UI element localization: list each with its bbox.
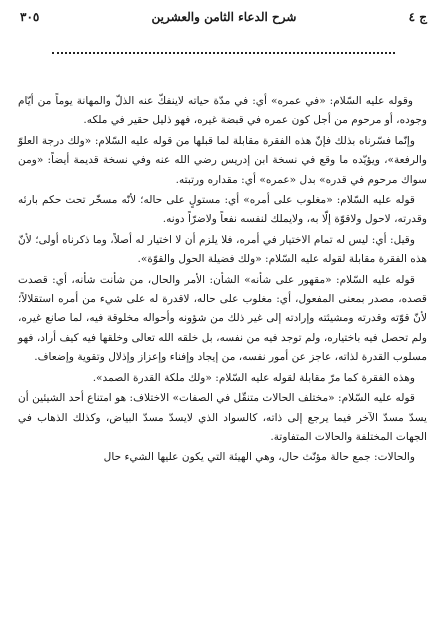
paragraph: قوله عليه السّلام: «مقهور على شأنه» الشأن: الأمر والحال، من شأنت شأنه، أي: قصدت قصده، مصدر بمعنى المفعول، أي: مغلوب على حاله، لاقدرة له على شيء من أمره استقلالاً؛ لأنّ قوّته وقدرته ومشيئته وإرادته إلى غير ذلك من شؤونه وأحواله مخلوقة فيه، لما صانع غيره، ولم تحصل فيه باختياره، ولم توجد فيه من نفسه، بل خلقه الله تعالى وخلقها فيه كيف أراد، فهو مسلوب القدرة لذاته، عاجز عن أمور نفسه، من إيجاد وإفناء وإعزاز وإذلال وتقوية وإضعاف. [18,273,427,364]
paragraph: قوله عليه السّلام: «مختلف الحالات متنقّل في الصفات» الاختلاف: هو امتناع أحد الشيئين أن يسدّ مسدّ الآخر فيما يرجع إلى ذاته، كالسواد الذي لايسدّ مسدّ البياض، وكذلك الذهاب في الجهات المختلفة والحالات المتفاوتة. [18,392,427,443]
page-number: ٣٠٥ [20,10,40,24]
paragraph: وهذه الفقرة كما مرّ مقابلة لقوله عليه السّلام: «ولك ملكة القدرة الصمد». [92,371,415,384]
paragraph: وإنّما فسّرناه بذلك فإنّ هذه الفقرة مقابلة لما قبلها من قوله عليه السّلام: «ولك درجة العلوّ والرفعة»، ويؤيّده ما وقع في نسخة ابن إدريس رضي الله عنه وفي نسخة قديمة أيضاً: «ومن سواك مرحوم في قدره» بدل «عمره» أي: مقداره ورتبته. [18,134,427,186]
volume-label: ج ٤ [408,10,427,24]
body-text [18,92,427,469]
paragraph: قوله عليه السّلام: «مغلوب على أمره» أي: مستولٍ على حاله؛ لأنّه مسخّر تحت حكم بارئه وقدرته، لاحول ولاقوّة إلّا به، ولايملك لنفسه نفعاً ولاضرّاً دونه. [18,194,427,226]
header-divider [52,52,395,54]
paragraph: وقيل: أي: ليس له تمام الاختيار في أمره، فلا يلزم أن لا اختيار له أصلاً، وما ذكرناه أولى؛ لأنّ هذه الفقرة مقابلة لقوله عليه السّلام: «ولك فضيلة الحول والقوّة». [18,233,427,266]
paragraph: والحالات: جمع حالة مؤنّث حال، وهي الهيئة التي يكون عليها الشيء حال [103,451,415,464]
running-title: شرح الدعاء الثامن والعشرين [151,10,297,24]
page-header [20,6,427,28]
paragraph: وقوله عليه السّلام: «في عمره» أي: في مدّة حياته لاينفكّ عنه الذلّ والمهانة يوماً من أيّام وجوده، أو مرحوم من أجل كون عمره في قبضة غيره، فهو ذليل حقير في ملكه. [18,95,427,127]
